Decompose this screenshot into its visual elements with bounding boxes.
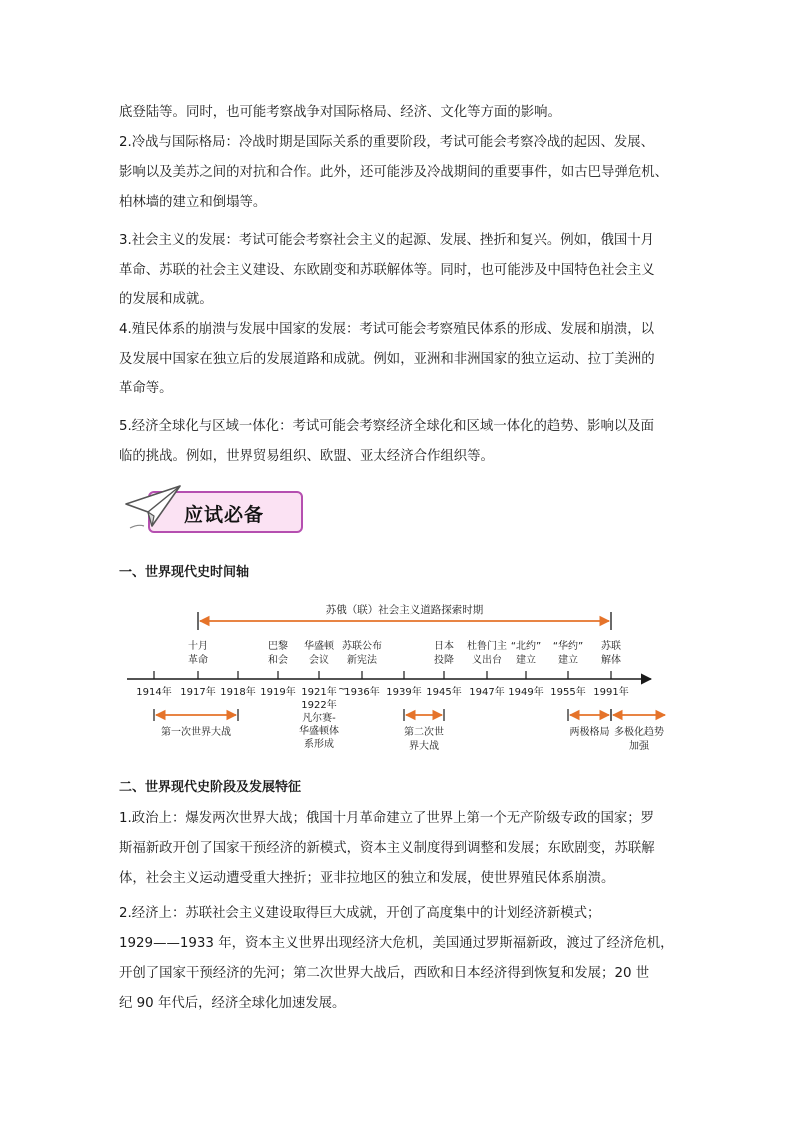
paragraph-line: 1.政治上：爆发两次世界大战；俄国十月革命建立了世界上第一个无产阶级专政的国家；罗	[119, 811, 655, 826]
paragraph-line: 5.经济全球化与区域一体化：考试可能会考察经济全球化和区域一体化的趋势、影响以及面	[119, 419, 655, 434]
paragraph-line: 柏林墙的建立和倒塌等。	[119, 195, 267, 210]
timeline-event-label: “北约”	[510, 641, 542, 652]
timeline-year-label: 1918年	[220, 687, 256, 698]
timeline-event-label: 苏联公布	[342, 641, 382, 652]
section-heading-timeline: 一、世界现代史时间轴	[119, 565, 250, 580]
paragraph-line: 斯福新政开创了国家干预经济的新模式，资本主义制度得到调整和发展；东欧剧变，苏联解	[119, 841, 655, 856]
timeline-year-label: 1955年	[550, 687, 586, 698]
timeline-event-label: 投降	[434, 655, 454, 666]
top-span-label: 苏俄（联）社会主义道路探索时期	[325, 604, 484, 616]
timeline-event-label: 新宪法	[347, 655, 377, 666]
period-span-label: 两极格局	[569, 727, 610, 738]
paragraph-line: 2.经济上：苏联社会主义建设取得巨大成就，开创了高度集中的计划经济新模式；	[119, 906, 601, 921]
timeline-year-label: 1949年	[508, 687, 544, 698]
paragraph-line: 开创了国家干预经济的先河；第二次世界大战后，西欧和日本经济得到恢复和发展；20 世	[119, 966, 650, 981]
timeline-system-label: 1922年	[301, 700, 337, 711]
paragraph-line: 革命等。	[119, 381, 173, 396]
timeline-event-label: 十月	[188, 641, 208, 652]
section-heading-stages: 二、世界现代史阶段及发展特征	[119, 780, 302, 795]
timeline-event-label: 华盛顿	[304, 641, 334, 652]
timeline-event-label: 杜鲁门主	[467, 641, 507, 652]
banner-title: 应试必备	[184, 504, 265, 526]
timeline-figure	[119, 598, 679, 768]
paragraph-line: 临的挑战。例如，世界贸易组织、欧盟、亚太经济合作组织等。	[119, 449, 494, 464]
timeline-year-label: 1919年	[260, 687, 296, 698]
paragraph-line: 2.冷战与国际格局：冷战时期是国际关系的重要阶段，考试可能会考察冷战的起因、发展、	[119, 135, 655, 150]
timeline-event-label: 义出台	[472, 655, 502, 666]
paragraph-line: 及发展中国家在独立后的发展道路和成就。例如，亚洲和非洲国家的独立运动、拉丁美洲的	[119, 352, 655, 367]
paragraph-line: 革命、苏联的社会主义建设、东欧剧变和苏联解体等。同时，也可能涉及中国特色社会主义	[119, 263, 655, 278]
timeline-event-label: 会议	[309, 655, 329, 666]
timeline-tilde: ~	[338, 684, 347, 695]
paragraph-line: 底登陆等。同时，也可能考察战争对国际格局、经济、文化等方面的影响。	[119, 105, 561, 120]
period-span-label: 第二次世	[404, 727, 444, 738]
period-span-label: 第一次世界大战	[161, 727, 231, 738]
timeline-system-label: 系形成	[304, 739, 334, 750]
paragraph-line: 纪 90 年代后，经济全球化加速发展。	[119, 996, 346, 1011]
timeline-year-label: 1936年	[344, 687, 380, 698]
section-banner	[124, 484, 308, 538]
paragraph-line: 的发展和成就。	[119, 292, 213, 307]
timeline-year-label: 1939年	[386, 687, 422, 698]
timeline-event-label: “华约”	[552, 641, 584, 652]
timeline-event-label: 建立	[558, 655, 578, 666]
top-span-group	[198, 603, 611, 630]
timeline-year-label: 1945年	[426, 687, 462, 698]
period-span-label: 界大战	[409, 741, 439, 752]
timeline-year-label: 1921年	[301, 687, 337, 698]
timeline-year-label: 1947年	[469, 687, 505, 698]
timeline-system-label: 凡尔赛-	[302, 713, 336, 724]
timeline-event-label: 苏联	[601, 641, 621, 652]
timeline-event-label: 巴黎	[268, 641, 288, 652]
timeline-event-label: 建立	[516, 655, 536, 666]
timeline-event-label: 日本	[434, 641, 454, 652]
paragraph-line: 4.殖民体系的崩溃与发展中国家的发展：考试可能会考察殖民体系的形成、发展和崩溃，以	[119, 322, 655, 337]
paragraph-line: 3.社会主义的发展：考试可能会考察社会主义的起源、发展、挫折和复兴。例如，俄国十月	[119, 233, 655, 248]
paragraph-line: 体，社会主义运动遭受重大挫折；亚非拉地区的独立和发展，使世界殖民体系崩溃。	[119, 871, 615, 886]
timeline-event-label: 解体	[601, 655, 621, 666]
timeline-event-label: 和会	[268, 655, 288, 666]
period-span-label: 加强	[629, 741, 649, 752]
paragraph-line: 1929——1933 年，资本主义世界出现经济大危机，美国通过罗斯福新政，渡过了经济危机，	[119, 936, 674, 951]
paragraph-line: 影响以及美苏之间的对抗和合作。此外，还可能涉及冷战期间的重要事件，如古巴导弹危机、	[119, 165, 669, 180]
timeline-year-label: 1917年	[180, 687, 216, 698]
timeline-year-label: 1914年	[136, 687, 172, 698]
period-span-label: 多极化趋势	[614, 727, 664, 738]
timeline-event-label: 革命	[188, 655, 208, 666]
timeline-year-label: 1991年	[593, 687, 629, 698]
timeline-system-label: 华盛顿体	[299, 726, 339, 737]
